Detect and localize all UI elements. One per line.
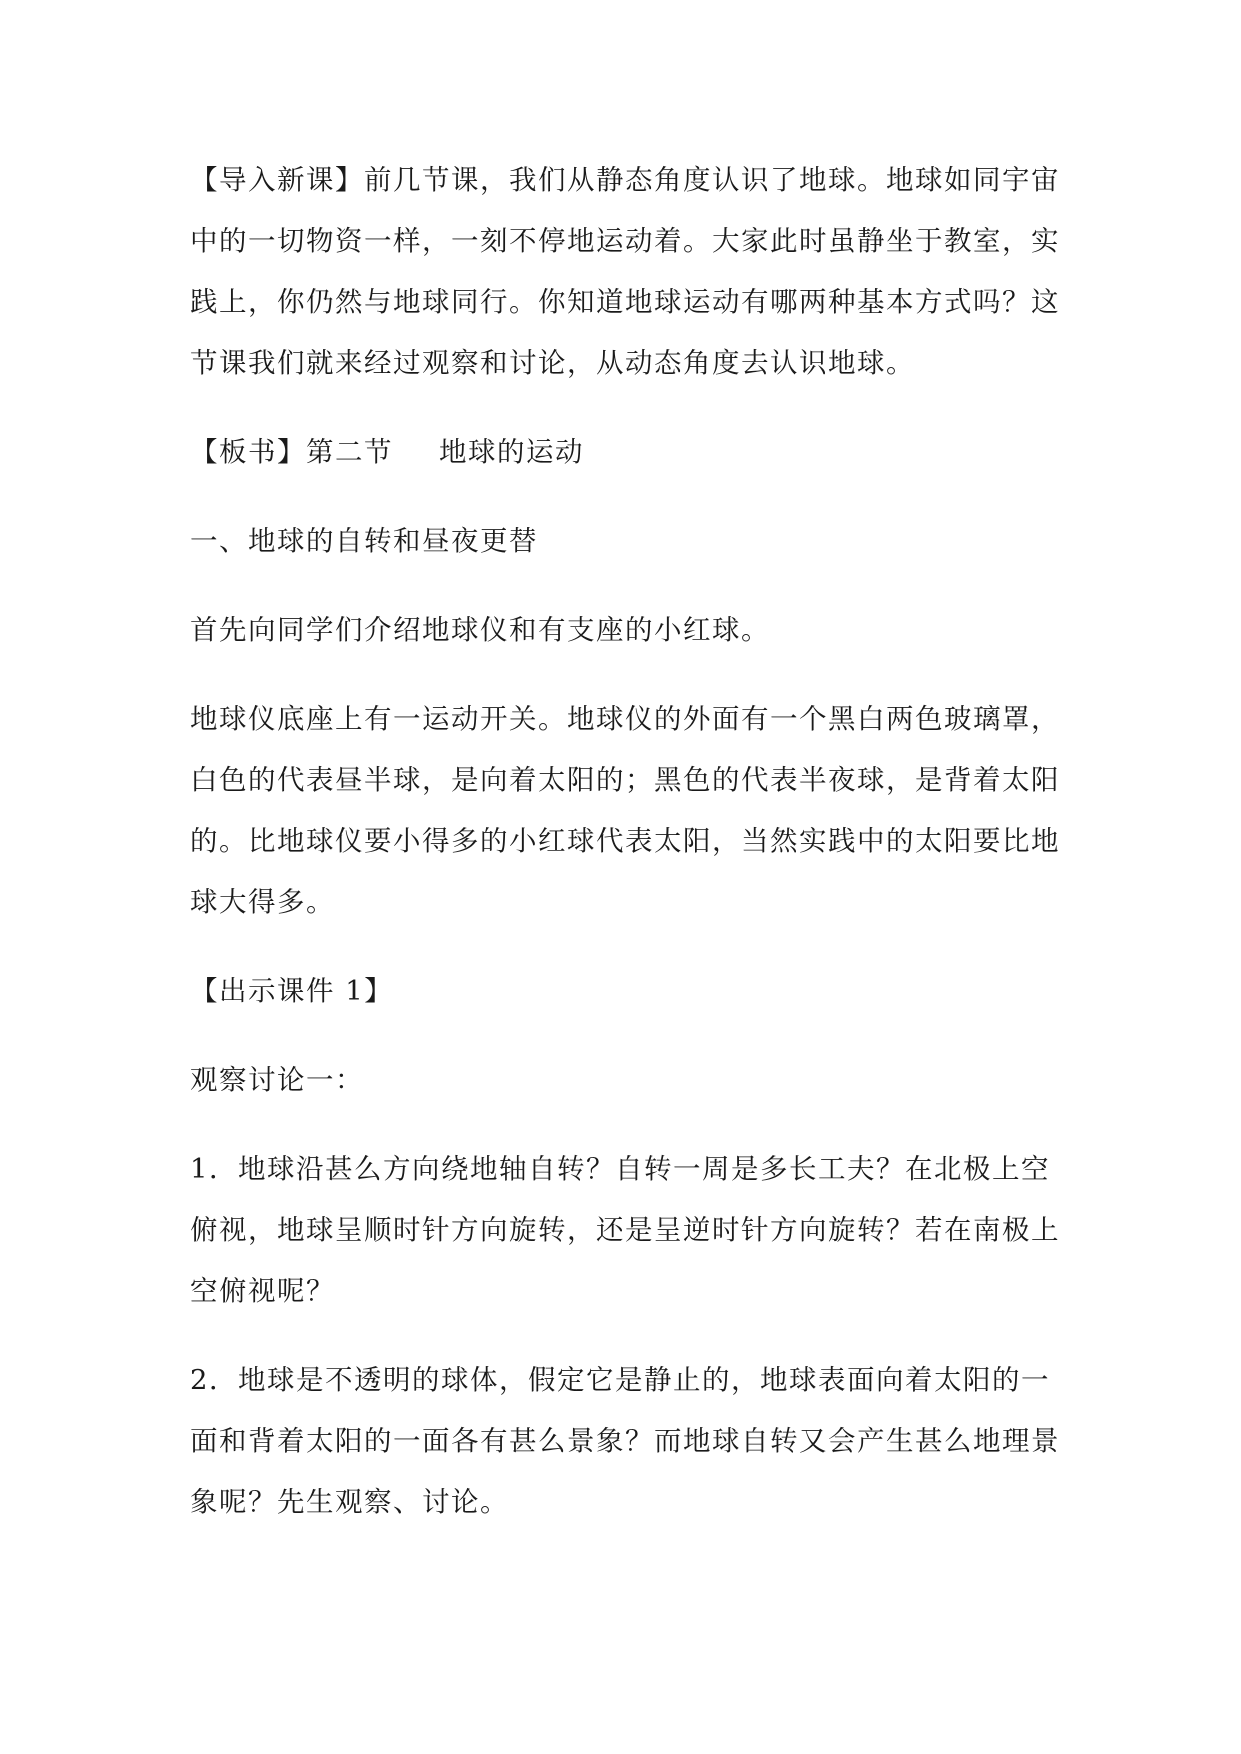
board-title: 地球的运动 bbox=[439, 436, 584, 468]
board-line bbox=[190, 422, 1070, 483]
courseware-label: 【出示课件 1】 bbox=[190, 975, 394, 1007]
question-item: 2．地球是不透明的球体，假定它是静止的，地球表面向着太阳的一面和背着太阳的一面各有甚么景象？而地球自转又会产生甚么地理景象呢？先生观察、讨论。 bbox=[190, 1364, 1060, 1518]
globe-description-paragraph: 地球仪底座上有一运动开关。地球仪的外面有一个黑白两色玻璃罩，白色的代表昼半球，是向着太阳的；黑色的代表半夜球，是背着太阳的。比地球仪要小得多的小红球代表太阳，当然实践中的太阳要比地球大得多。 bbox=[190, 703, 1060, 918]
discussion-title: 观察讨论一： bbox=[190, 1064, 364, 1096]
tools-intro-paragraph: 首先向同学们介绍地球仪和有支座的小红球。 bbox=[190, 614, 770, 646]
intro-paragraph: 【导入新课】前几节课，我们从静态角度认识了地球。地球如同宇宙中的一切物资一样，一刻不停地运动着。大家此时虽静坐于教室，实践上，你仍然与地球同行。你知道地球运动有哪两种基本方式吗？这节课我们就来经过观察和讨论，从动态角度去认识地球。 bbox=[190, 164, 1060, 379]
document-body bbox=[190, 150, 1070, 1561]
question-item: 1．地球沿甚么方向绕地轴自转？自转一周是多长工夫？在北极上空俯视，地球呈顺时针方向旋转，还是呈逆时针方向旋转？若在南极上空俯视呢？ bbox=[190, 1153, 1060, 1307]
board-label: 【板书】第二节 bbox=[190, 436, 393, 468]
section-heading: 一、地球的自转和昼夜更替 bbox=[190, 525, 538, 557]
